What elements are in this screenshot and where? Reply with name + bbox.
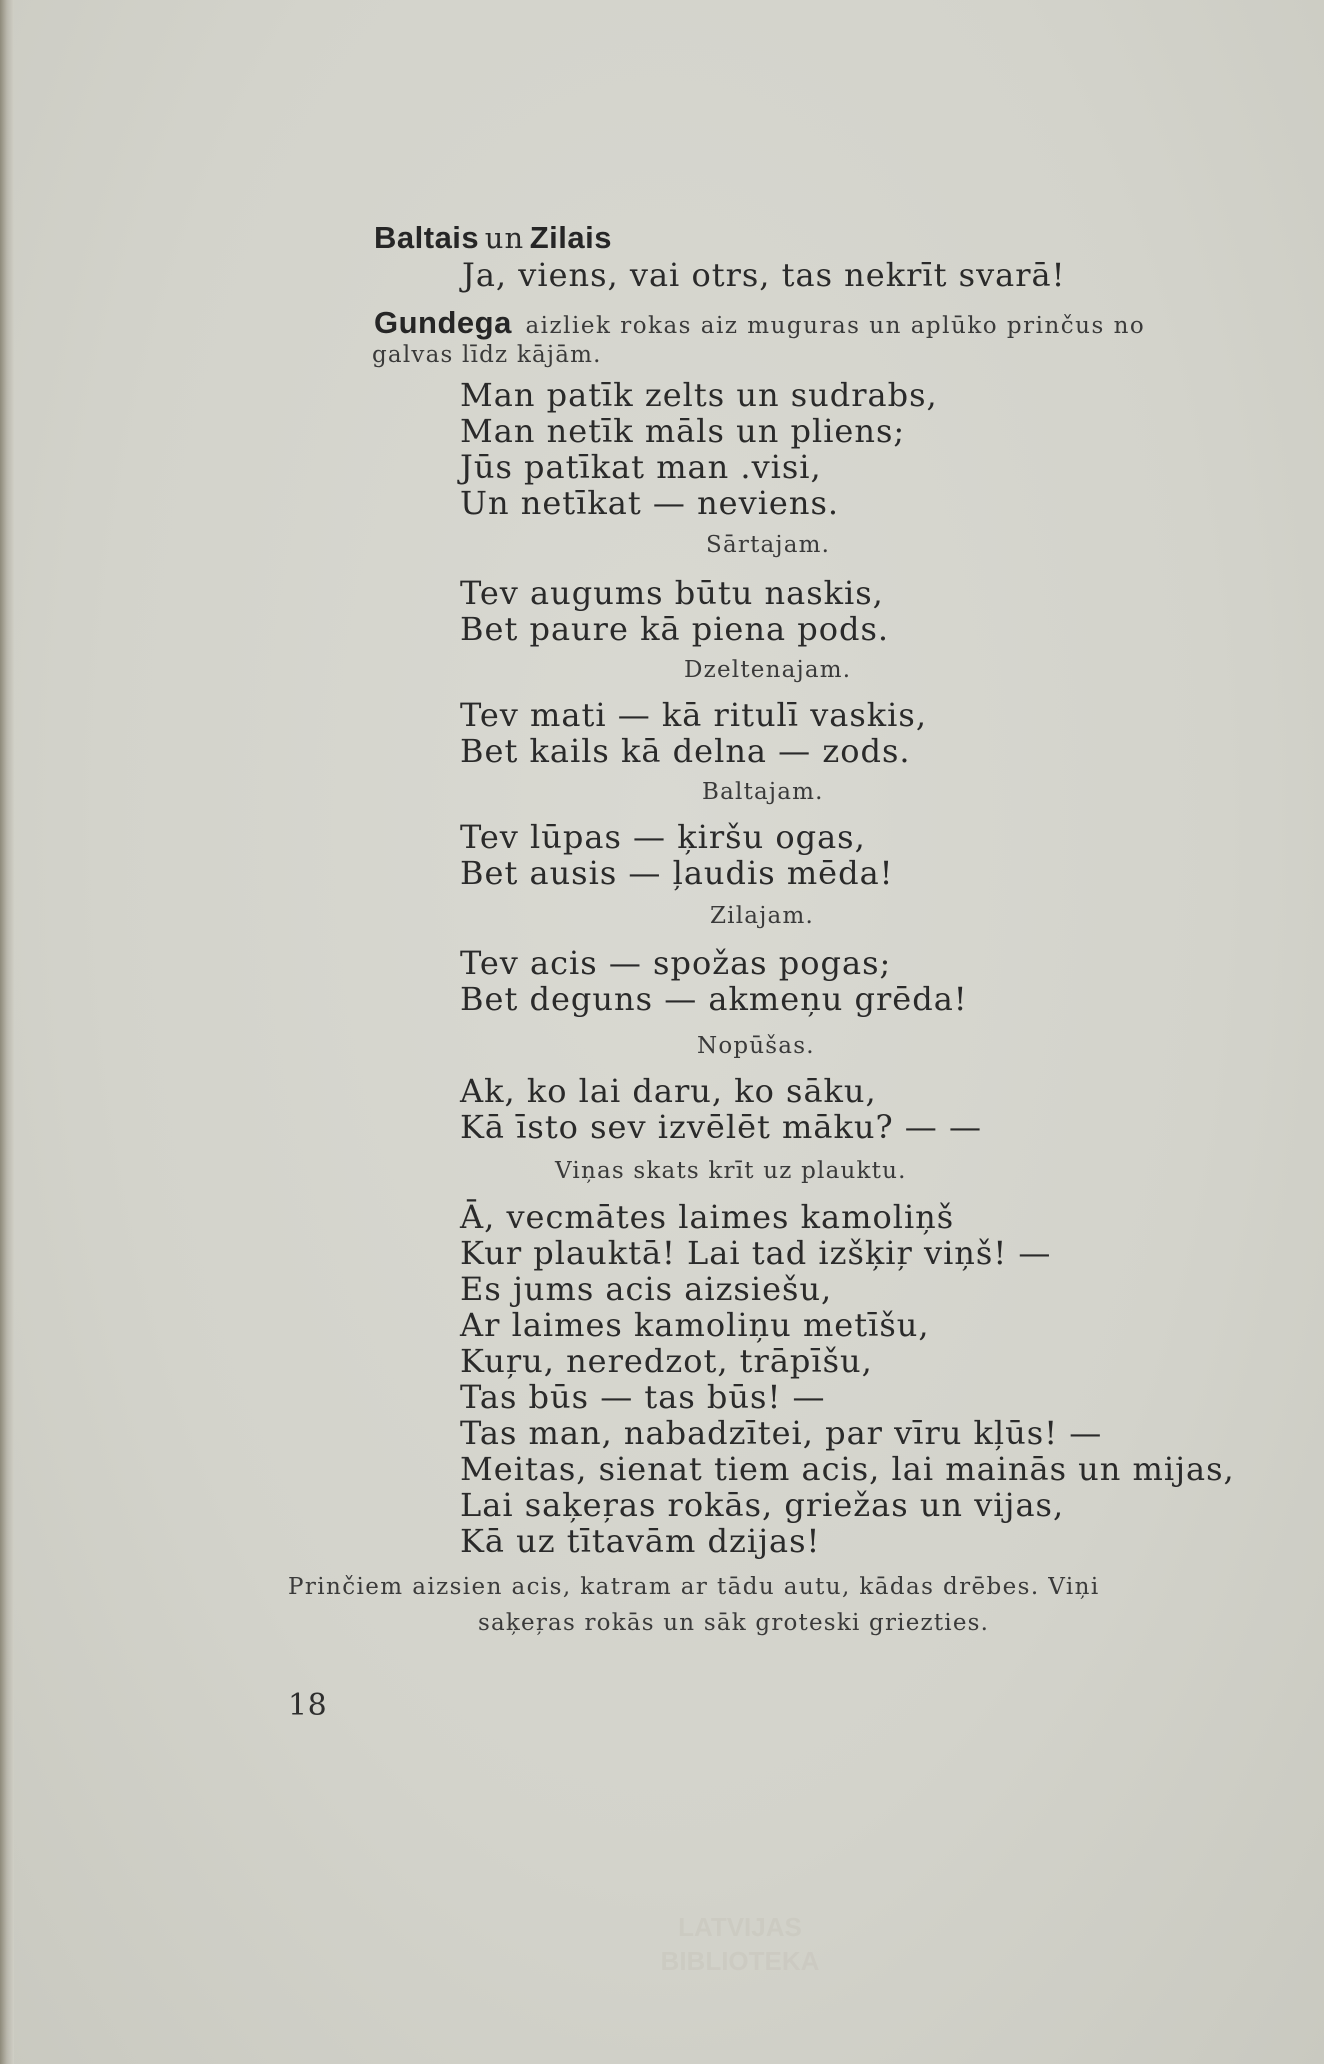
speaker-conjunction: un <box>484 221 525 255</box>
book-spine-edge <box>0 0 14 2064</box>
verse-line: Ar laimes kamoliņu metīšu, <box>460 1306 930 1344</box>
speaker-name-baltais: Baltais <box>374 220 480 255</box>
library-stamp <box>630 1910 850 1990</box>
verse-line: Ā, vecmātes laimes kamoliņš <box>460 1198 955 1236</box>
stage-direction-continuation: galvas līdz kājām. <box>372 342 602 368</box>
verse-line: Jūs patīkat man .visi, <box>460 448 822 486</box>
stage-direction-continuation: saķeŗas rokās un sāk groteski griezties. <box>478 1610 990 1636</box>
speaker-heading-baltais-un-zilais <box>374 220 612 256</box>
stage-direction: Viņas skats krīt uz plauktu. <box>555 1158 907 1184</box>
verse-line: Kā īsto sev izvēlēt māku? — — <box>460 1108 982 1146</box>
stage-direction: Prinčiem aizsien acis, katram ar tādu autu, kādas drēbes. Viņi <box>288 1574 1100 1600</box>
verse-line: Tev lūpas — ķiršu ogas, <box>460 818 866 856</box>
stage-direction: Dzeltenajam. <box>684 657 852 683</box>
verse-line: Kā uz tītavām dzijas! <box>460 1522 821 1560</box>
speaker-name-zilais: Zilais <box>529 220 612 255</box>
verse-line: Bet deguns — akmeņu grēda! <box>460 980 968 1018</box>
stage-direction: Zilajam. <box>710 903 814 929</box>
verse-line: Kuŗu, neredzot, trāpīšu, <box>460 1342 873 1380</box>
verse-line: Tas man, nabadzītei, par vīru kļūs! — <box>460 1414 1103 1452</box>
verse-line: Ja, viens, vai otrs, tas nekrīt svarā! <box>462 256 1066 294</box>
page-number: 18 <box>288 1688 328 1723</box>
speaker-name-gundega: Gundega <box>374 305 512 340</box>
verse-line: Bet kails kā delna — zods. <box>460 732 911 770</box>
stage-direction: Nopūšas. <box>697 1033 815 1059</box>
verse-line: Es jums acis aizsiešu, <box>460 1270 833 1308</box>
verse-line: Tev mati — kā ritulī vaskis, <box>460 696 927 734</box>
stage-direction: Sārtajam. <box>706 532 831 558</box>
verse-line: Bet paure kā piena pods. <box>460 610 890 648</box>
stamp-line: BIBLIOTEKA <box>660 1946 820 1976</box>
verse-line: Bet ausis — ļaudis mēda! <box>460 854 894 892</box>
verse-line: Kur plauktā! Lai tad izšķiŗ viņš! — <box>460 1234 1052 1272</box>
verse-line: Meitas, sienat tiem acis, lai mainās un mijas, <box>460 1450 1235 1488</box>
verse-line: Un netīkat — neviens. <box>460 484 840 522</box>
verse-line: Tev augums būtu naskis, <box>460 574 884 612</box>
speaker-heading-gundega <box>374 305 1145 341</box>
stage-direction: Baltajam. <box>702 779 824 805</box>
verse-line: Tev acis — spožas pogas; <box>460 944 892 982</box>
verse-line: Lai saķeŗas rokās, griežas un vijas, <box>460 1486 1065 1524</box>
stamp-line: LATVIJAS <box>678 1912 802 1942</box>
verse-line: Man patīk zelts un sudrabs, <box>460 376 938 414</box>
verse-line: Man netīk māls un pliens; <box>460 412 906 450</box>
stage-direction-inline: aizliek rokas aiz muguras un aplūko prinčus no <box>525 313 1146 339</box>
verse-line: Ak, ko lai daru, ko sāku, <box>460 1072 877 1110</box>
verse-line: Tas būs — tas būs! — <box>460 1378 826 1416</box>
